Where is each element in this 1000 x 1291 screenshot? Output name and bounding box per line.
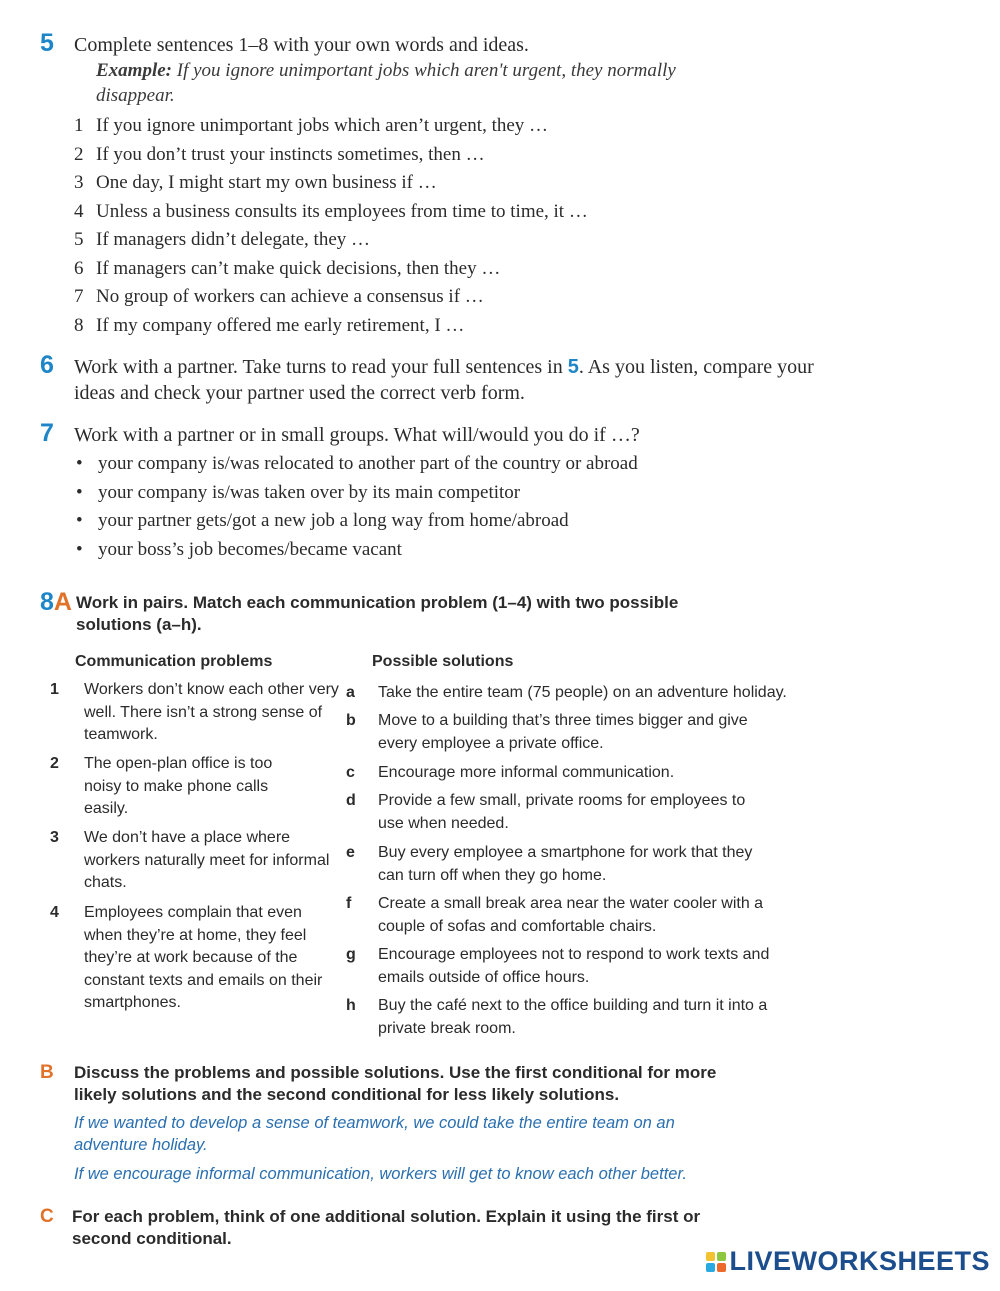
solution-item: c Encourage more informal communication. [346,764,675,781]
exercise-reference: 5 [567,356,579,378]
list-item: • your boss’s job becomes/became vacant [40,536,840,565]
list-item: 1 If you ignore unimportant jobs which aren’t urgent, they … [74,115,549,136]
exercise-instruction: Work with a partner or in small groups. What will/would you do if …? [74,424,640,446]
exercise-instruction: Discuss the problems and possible solutions. Use the first conditional for more likely solutions and the second conditional for less likely solutions. [74,1063,717,1104]
logo-text: LIVEWORKSHEETS [729,1246,990,1276]
sentence-list [40,112,840,340]
exercise-number: 6 [40,351,54,379]
list-item: • your company is/was taken over by its main competitor [40,479,840,508]
example-text: If you ignore unimportant jobs which aren't urgent, they normally disappear. [96,60,676,106]
solution-item: a Take the entire team (75 people) on an adventure holiday. [346,684,787,701]
exercise-7 [40,419,840,564]
solution-item: h Buy the café next to the office building and turn it into a private break room. [346,997,768,1037]
logo-square [717,1263,726,1272]
problem-item: 3 We don’t have a place where workers naturally meet for informal chats. [50,829,330,891]
list-item: 7 No group of workers can achieve a consensus if … [74,286,484,307]
list-item: 6 If managers can’t make quick decisions, then they … [74,257,501,279]
exercise-number: 5 [40,29,54,57]
logo-square [706,1252,715,1261]
solutions-header: Possible solutions [372,653,514,670]
logo-square [706,1263,715,1272]
example-sentence: If we wanted to develop a sense of teamwork, we could take the entire team on an adventure holiday. [74,1114,675,1154]
exercise-instruction: Work with a partner. Take turns to read your full sentences in 5. As you listen, compare your ideas and check your partner used the correct verb form. [74,356,814,404]
problem-item: 2 The open-plan office is too noisy to make phone calls easily. [50,755,273,817]
solution-item: d Provide a few small, private rooms for employees to use when needed. [346,792,746,832]
exercise-number: 7 [40,419,54,447]
problem-item: 1 Workers don’t know each other very well. There isn’t a strong sense of teamwork. [50,681,339,743]
list-item: 2 If you don’t trust your instincts sometimes, then … [74,143,485,165]
list-item: 3 One day, I might start my own business if … [74,172,437,193]
list-item: 5 If managers didn’t delegate, they … [74,229,370,250]
exercise-6 [40,351,840,406]
exercise-instruction: Complete sentences 1–8 with your own words and ideas. [74,34,529,56]
exercise-instruction: Work in pairs. Match each communication problem (1–4) with two possible solutions (a–h). [76,593,679,634]
exercise-5 [40,29,840,340]
exercise-8 [40,588,940,1037]
list-item: • your partner gets/got a new job a long way from home/abroad [40,507,840,536]
logo-icon [706,1252,726,1272]
problems-header: Communication problems [75,653,273,670]
example-sentence: If we encourage informal communication, workers will get to know each other better. [74,1165,687,1183]
list-item: 4 Unless a business consults its employees from time to time, it … [74,200,588,222]
list-item: • your company is/was relocated to another part of the country or abroad [40,450,840,479]
exercise-instruction: For each problem, think of one additional solution. Explain it using the first or second conditional. [72,1207,701,1248]
exercise-8b [40,1062,780,1185]
bullet-list [40,450,840,564]
liveworksheets-logo [706,1246,990,1277]
list-item: 8 If my company offered me early retirement, I … [74,314,465,336]
sub-exercise-label: C [40,1206,54,1227]
solution-item: f Create a small break area near the water cooler with a couple of sofas and comfortable chairs. [346,895,764,935]
exercise-number: 8A [40,588,72,616]
solution-item: b Move to a building that’s three times bigger and give every employee a private office. [346,712,748,752]
solution-item: e Buy every employee a smartphone for work that they can turn off when they go home. [346,844,753,884]
example-label: Example: [96,60,172,81]
example-sentence [96,58,696,108]
solution-item: g Encourage employees not to respond to work texts and emails outside of office hours. [346,946,770,986]
logo-square [717,1252,726,1261]
problem-item: 4 Employees complain that even when they’re at home, they feel they’re at work because of the constant texts and emails on their smartphones. [50,904,323,1011]
sub-exercise-label: B [40,1062,54,1083]
exercise-8c [40,1206,780,1250]
